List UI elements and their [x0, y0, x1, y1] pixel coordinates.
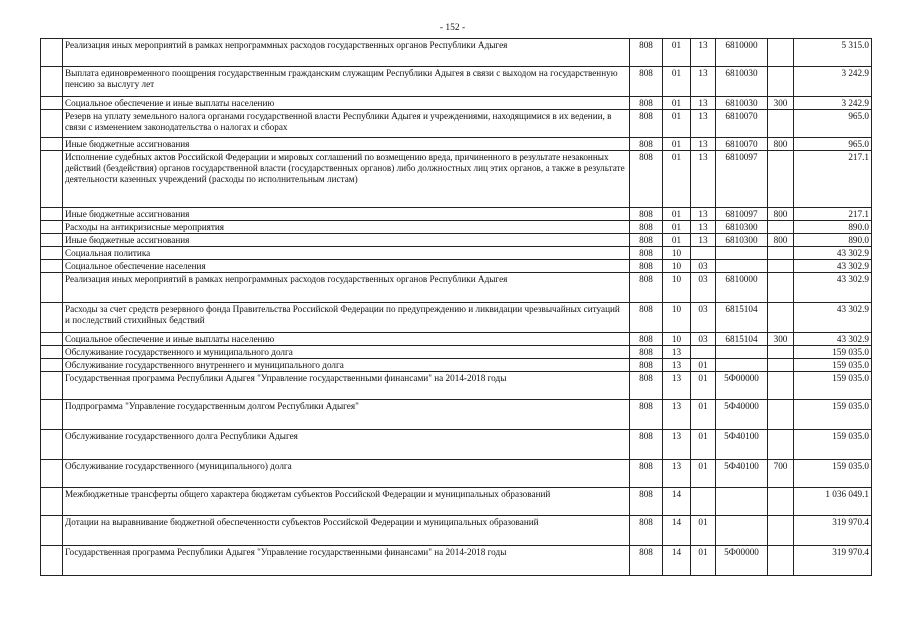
- gov-code: 808: [630, 488, 663, 516]
- target-item-code: 5Ф00000: [716, 546, 768, 576]
- gov-code: 808: [630, 151, 663, 208]
- row-index-cell: [41, 260, 63, 273]
- table-row: [41, 273, 872, 303]
- row-index-cell: [41, 488, 63, 516]
- section-code: 13: [663, 460, 691, 488]
- row-index-cell: [41, 39, 63, 67]
- item-name: Обслуживание государственного внутреннего и муниципального долга: [63, 359, 630, 372]
- table-body: [41, 39, 872, 576]
- amount: 43 302.9: [794, 260, 872, 273]
- table-row: [41, 39, 872, 67]
- table-row: [41, 67, 872, 97]
- section-code: 13: [663, 346, 691, 359]
- expense-type-code: [768, 221, 794, 234]
- subsection-code: 13: [691, 97, 716, 110]
- expense-type-code: [768, 67, 794, 97]
- amount: 890.0: [794, 221, 872, 234]
- expense-type-code: 300: [768, 97, 794, 110]
- section-code: 10: [663, 247, 691, 260]
- table-row: [41, 488, 872, 516]
- expense-type-code: [768, 260, 794, 273]
- item-name: Реализация иных мероприятий в рамках непрограммных расходов государственных органов Республики Адыгея: [63, 39, 630, 67]
- table-row: [41, 372, 872, 400]
- subsection-code: 01: [691, 516, 716, 546]
- subsection-code: [691, 488, 716, 516]
- item-name: Обслуживание государственного долга Республики Адыгея: [63, 430, 630, 460]
- expense-type-code: [768, 39, 794, 67]
- gov-code: 808: [630, 460, 663, 488]
- expense-type-code: 800: [768, 208, 794, 221]
- target-item-code: 6810030: [716, 97, 768, 110]
- item-name: Социальная политика: [63, 247, 630, 260]
- expense-type-code: [768, 359, 794, 372]
- target-item-code: 6810097: [716, 151, 768, 208]
- amount: 159 035.0: [794, 400, 872, 430]
- amount: 159 035.0: [794, 359, 872, 372]
- gov-code: 808: [630, 260, 663, 273]
- subsection-code: 13: [691, 39, 716, 67]
- item-name: Государственная программа Республики Адыгея "Управление государственными финансами" на 2014-2018 годы: [63, 546, 630, 576]
- section-code: 01: [663, 97, 691, 110]
- table-row: [41, 138, 872, 151]
- amount: 43 302.9: [794, 247, 872, 260]
- amount: 159 035.0: [794, 346, 872, 359]
- subsection-code: 13: [691, 151, 716, 208]
- section-code: 10: [663, 333, 691, 346]
- target-item-code: 6810000: [716, 39, 768, 67]
- gov-code: 808: [630, 67, 663, 97]
- gov-code: 808: [630, 333, 663, 346]
- gov-code: 808: [630, 273, 663, 303]
- row-index-cell: [41, 333, 63, 346]
- expense-type-code: [768, 546, 794, 576]
- target-item-code: 5Ф40100: [716, 460, 768, 488]
- table-row: [41, 151, 872, 208]
- row-index-cell: [41, 234, 63, 247]
- subsection-code: 13: [691, 67, 716, 97]
- subsection-code: 13: [691, 110, 716, 138]
- row-index-cell: [41, 247, 63, 260]
- item-name: Иные бюджетные ассигнования: [63, 234, 630, 247]
- page-number: - 152 -: [439, 23, 466, 33]
- target-item-code: 6810000: [716, 273, 768, 303]
- table-row: [41, 208, 872, 221]
- target-item-code: [716, 346, 768, 359]
- target-item-code: 6810070: [716, 110, 768, 138]
- expense-type-code: [768, 346, 794, 359]
- target-item-code: 5Ф00000: [716, 372, 768, 400]
- section-code: 01: [663, 151, 691, 208]
- subsection-code: 01: [691, 430, 716, 460]
- amount: 965.0: [794, 138, 872, 151]
- item-name: Реализация иных мероприятий в рамках непрограммных расходов государственных органов Республики Адыгея: [63, 273, 630, 303]
- item-name: Исполнение судебных актов Российской Федерации и мировых соглашений по возмещению вреда, причиненного в результате незаконных действий (бездействия) органов государственной власти (государственных органов) либо должностных лиц этих органов, а также в результате деятельности казенных учреждений (расходы по исполнительным листам): [63, 151, 630, 208]
- section-code: 14: [663, 488, 691, 516]
- section-code: 13: [663, 359, 691, 372]
- item-name: Иные бюджетные ассигнования: [63, 208, 630, 221]
- target-item-code: 5Ф40000: [716, 400, 768, 430]
- subsection-code: 03: [691, 273, 716, 303]
- expense-type-code: [768, 372, 794, 400]
- section-code: 01: [663, 221, 691, 234]
- expense-type-code: [768, 110, 794, 138]
- gov-code: 808: [630, 39, 663, 67]
- item-name: Расходы за счет средств резервного фонда Правительства Российской Федерации по предупреждению и ликвидации чрезвычайных ситуаций и последствий стихийных бедствий: [63, 303, 630, 333]
- item-name: Социальное обеспечение населения: [63, 260, 630, 273]
- row-index-cell: [41, 67, 63, 97]
- amount: 890.0: [794, 234, 872, 247]
- amount: 5 315.0: [794, 39, 872, 67]
- table-row: [41, 359, 872, 372]
- table-row: [41, 400, 872, 430]
- table-row: [41, 234, 872, 247]
- amount: 3 242.9: [794, 67, 872, 97]
- table-row: [41, 303, 872, 333]
- row-index-cell: [41, 273, 63, 303]
- amount: 159 035.0: [794, 460, 872, 488]
- gov-code: 808: [630, 546, 663, 576]
- subsection-code: 01: [691, 546, 716, 576]
- budget-table: [40, 38, 872, 576]
- gov-code: 808: [630, 372, 663, 400]
- expense-type-code: [768, 247, 794, 260]
- target-item-code: [716, 516, 768, 546]
- gov-code: 808: [630, 430, 663, 460]
- row-index-cell: [41, 546, 63, 576]
- section-code: 01: [663, 234, 691, 247]
- expense-type-code: 800: [768, 138, 794, 151]
- expense-type-code: [768, 400, 794, 430]
- section-code: 01: [663, 67, 691, 97]
- row-index-cell: [41, 460, 63, 488]
- subsection-code: 13: [691, 234, 716, 247]
- item-name: Дотации на выравнивание бюджетной обеспеченности субъектов Российской Федерации и муниципальных образований: [63, 516, 630, 546]
- amount: 159 035.0: [794, 430, 872, 460]
- subsection-code: 01: [691, 460, 716, 488]
- amount: 43 302.9: [794, 303, 872, 333]
- target-item-code: [716, 359, 768, 372]
- target-item-code: 6815104: [716, 333, 768, 346]
- subsection-code: 13: [691, 138, 716, 151]
- subsection-code: 13: [691, 208, 716, 221]
- section-code: 10: [663, 273, 691, 303]
- table-row: [41, 333, 872, 346]
- row-index-cell: [41, 430, 63, 460]
- table-row: [41, 110, 872, 138]
- row-index-cell: [41, 208, 63, 221]
- item-name: Подпрограмма "Управление государственным долгом Республики Адыгея": [63, 400, 630, 430]
- target-item-code: [716, 260, 768, 273]
- item-name: Выплата единовременного поощрения государственным гражданским служащим Республики Адыгея в связи с выходом на государственную пенсию за выслугу лет: [63, 67, 630, 97]
- amount: 319 970.4: [794, 546, 872, 576]
- target-item-code: [716, 247, 768, 260]
- section-code: 01: [663, 39, 691, 67]
- gov-code: 808: [630, 234, 663, 247]
- item-name: Обслуживание государственного (муниципального) долга: [63, 460, 630, 488]
- expense-type-code: [768, 273, 794, 303]
- section-code: 01: [663, 138, 691, 151]
- row-index-cell: [41, 346, 63, 359]
- item-name: Иные бюджетные ассигнования: [63, 138, 630, 151]
- subsection-code: 03: [691, 303, 716, 333]
- amount: 965.0: [794, 110, 872, 138]
- item-name: Резерв на уплату земельного налога органами государственной власти Республики Адыгея и учреждениями, находящимися в их ведении, в связи с изменением законодательства о налогах и сборах: [63, 110, 630, 138]
- gov-code: 808: [630, 247, 663, 260]
- item-name: Расходы на антикризисные мероприятия: [63, 221, 630, 234]
- gov-code: 808: [630, 221, 663, 234]
- section-code: 01: [663, 208, 691, 221]
- expense-type-code: [768, 303, 794, 333]
- amount: 1 036 049.1: [794, 488, 872, 516]
- amount: 3 242.9: [794, 97, 872, 110]
- row-index-cell: [41, 221, 63, 234]
- table-row: [41, 430, 872, 460]
- subsection-code: 13: [691, 221, 716, 234]
- subsection-code: 01: [691, 359, 716, 372]
- table-row: [41, 247, 872, 260]
- gov-code: 808: [630, 138, 663, 151]
- section-code: 10: [663, 260, 691, 273]
- target-item-code: [716, 488, 768, 516]
- target-item-code: 6810300: [716, 234, 768, 247]
- gov-code: 808: [630, 303, 663, 333]
- item-name: Государственная программа Республики Адыгея "Управление государственными финансами" на 2014-2018 годы: [63, 372, 630, 400]
- expense-type-code: 800: [768, 234, 794, 247]
- target-item-code: 5Ф40100: [716, 430, 768, 460]
- gov-code: 808: [630, 110, 663, 138]
- amount: 217.1: [794, 208, 872, 221]
- expense-type-code: [768, 488, 794, 516]
- table-row: [41, 221, 872, 234]
- row-index-cell: [41, 372, 63, 400]
- item-name: Социальное обеспечение и иные выплаты населению: [63, 333, 630, 346]
- section-code: 14: [663, 516, 691, 546]
- target-item-code: 6810070: [716, 138, 768, 151]
- expense-type-code: 300: [768, 333, 794, 346]
- section-code: 13: [663, 372, 691, 400]
- row-index-cell: [41, 516, 63, 546]
- row-index-cell: [41, 97, 63, 110]
- target-item-code: 6810300: [716, 221, 768, 234]
- item-name: Межбюджетные трансферты общего характера бюджетам субъектов Российской Федерации и муниципальных образований: [63, 488, 630, 516]
- gov-code: 808: [630, 97, 663, 110]
- section-code: 13: [663, 430, 691, 460]
- item-name: Социальное обеспечение и иные выплаты населению: [63, 97, 630, 110]
- gov-code: 808: [630, 208, 663, 221]
- section-code: 10: [663, 303, 691, 333]
- gov-code: 808: [630, 516, 663, 546]
- expense-type-code: 700: [768, 460, 794, 488]
- row-index-cell: [41, 110, 63, 138]
- expense-type-code: [768, 430, 794, 460]
- target-item-code: 6815104: [716, 303, 768, 333]
- amount: 43 302.9: [794, 333, 872, 346]
- subsection-code: 03: [691, 260, 716, 273]
- table-row: [41, 260, 872, 273]
- subsection-code: [691, 346, 716, 359]
- section-code: 13: [663, 400, 691, 430]
- amount: 217.1: [794, 151, 872, 208]
- expense-type-code: [768, 151, 794, 208]
- row-index-cell: [41, 303, 63, 333]
- gov-code: 808: [630, 400, 663, 430]
- gov-code: 808: [630, 359, 663, 372]
- subsection-code: 01: [691, 372, 716, 400]
- table-row: [41, 346, 872, 359]
- row-index-cell: [41, 138, 63, 151]
- expense-type-code: [768, 516, 794, 546]
- subsection-code: 01: [691, 400, 716, 430]
- row-index-cell: [41, 359, 63, 372]
- table-row: [41, 516, 872, 546]
- table-row: [41, 546, 872, 576]
- row-index-cell: [41, 151, 63, 208]
- amount: 319 970.4: [794, 516, 872, 546]
- amount: 159 035.0: [794, 372, 872, 400]
- section-code: 14: [663, 546, 691, 576]
- gov-code: 808: [630, 346, 663, 359]
- item-name: Обслуживание государственного и муниципального долга: [63, 346, 630, 359]
- subsection-code: 03: [691, 333, 716, 346]
- amount: 43 302.9: [794, 273, 872, 303]
- target-item-code: 6810097: [716, 208, 768, 221]
- section-code: 01: [663, 110, 691, 138]
- row-index-cell: [41, 400, 63, 430]
- target-item-code: 6810030: [716, 67, 768, 97]
- subsection-code: [691, 247, 716, 260]
- table-row: [41, 97, 872, 110]
- table-row: [41, 460, 872, 488]
